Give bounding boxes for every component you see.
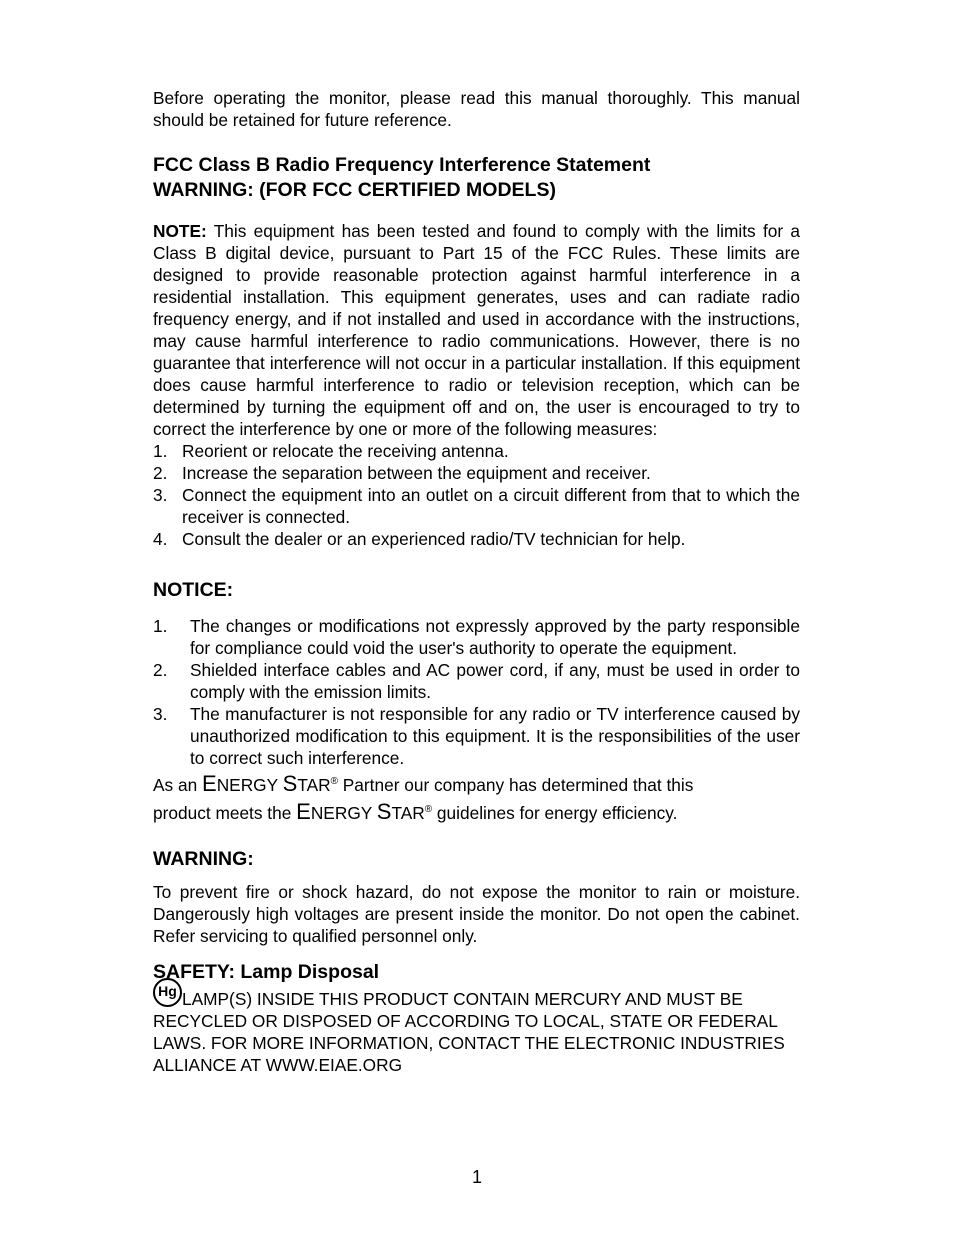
energy-line2-prefix: product meets the bbox=[153, 802, 297, 823]
intro-paragraph: Before operating the monitor, please read this manual thoroughly. This manual should be retained for future reference. bbox=[153, 88, 800, 130]
registered-mark: ® bbox=[330, 775, 338, 787]
page-number: 1 bbox=[471, 1167, 482, 1187]
fcc-measures-list bbox=[153, 440, 800, 550]
list-item bbox=[153, 659, 800, 703]
list-text: Reorient or relocate the receiving antenna. bbox=[182, 441, 509, 461]
energy-mid: Partner our company has determined that this bbox=[337, 774, 694, 795]
energy-star-line1 bbox=[153, 771, 800, 798]
list-item bbox=[153, 440, 800, 462]
energy-suffix: guidelines for energy efficiency. bbox=[432, 802, 678, 823]
energy-s: S bbox=[282, 770, 298, 796]
energy-tar: TAR bbox=[391, 802, 425, 823]
fcc-heading-line1: FCC Class B Radio Frequency Interference Statement bbox=[153, 154, 651, 176]
list-number: 1. bbox=[153, 615, 168, 636]
list-number: 3. bbox=[153, 485, 168, 505]
list-item bbox=[153, 703, 800, 769]
mercury-hg-icon: Hg bbox=[153, 978, 182, 1007]
lamp-disposal-text: LAMP(S) INSIDE THIS PRODUCT CONTAIN MERCURY AND MUST BE RECYCLED OR DISPOSED OF ACCORDING TO LOCAL, STATE OR FEDERAL LAWS. FOR MORE INFORMATION, CONTACT THE ELECTRONIC INDUSTRIES ALLIANCE AT WWW.EIAE.ORG bbox=[153, 988, 785, 1075]
energy-prefix: As an bbox=[153, 774, 202, 795]
energy-nergy: NERGY bbox=[310, 802, 377, 823]
energy-e: E bbox=[202, 770, 217, 796]
energy-star-line2 bbox=[153, 798, 800, 827]
energy-nergy: NERGY bbox=[216, 774, 283, 795]
fcc-note-paragraph bbox=[153, 220, 800, 440]
list-item bbox=[153, 528, 800, 550]
notice-heading: NOTICE: bbox=[153, 579, 234, 601]
fcc-heading-line2: WARNING: (FOR FCC CERTIFIED MODELS) bbox=[153, 178, 556, 201]
list-item bbox=[153, 615, 800, 659]
list-text: The changes or modifications not expressly approved by the party responsible for compliance could void the user's authority to operate the equipment. bbox=[190, 615, 800, 658]
list-text: Connect the equipment into an outlet on a circuit different from that to which the receiver is connected. bbox=[182, 485, 800, 527]
list-text: Increase the separation between the equipment and receiver. bbox=[182, 463, 651, 483]
list-number: 3. bbox=[153, 703, 168, 724]
energy-s: S bbox=[376, 798, 392, 824]
list-number: 2. bbox=[153, 463, 168, 483]
manual-page bbox=[153, 87, 800, 1076]
safety-heading: SAFETY: Lamp Disposal bbox=[153, 961, 380, 983]
lamp-disposal-paragraph bbox=[153, 982, 800, 1076]
energy-e: E bbox=[296, 798, 311, 824]
note-text: This equipment has been tested and found to comply with the limits for a Class B digital device, pursuant to Part 15 of the FCC Rules. These limits are designed to provide reasonable protection against harmful interference in a residential installation. This equipment generates, uses and can radiate radio frequency energy, and if not installed and used in accordance with the instructions, may cause harmful interference to radio communications. However, there is no guarantee that interference will not occur in a particular installation. If this equipment does cause harmful interference to radio or television reception, which can be determined by turning the equipment off and on, the user is encouraged to try to correct the interference by one or more of the following measures: bbox=[153, 221, 800, 439]
list-text: Shielded interface cables and AC power cord, if any, must be used in order to comply with the emission limits. bbox=[190, 659, 800, 702]
warning-heading: WARNING: bbox=[153, 847, 254, 870]
list-item bbox=[153, 484, 800, 528]
list-item bbox=[153, 462, 800, 484]
list-text: The manufacturer is not responsible for any radio or TV interference caused by unauthorized modification to this equipment. It is the responsibilities of the user to correct such interference. bbox=[190, 703, 800, 768]
list-number: 2. bbox=[153, 659, 168, 680]
notice-list bbox=[153, 615, 800, 769]
list-number: 1. bbox=[153, 441, 168, 461]
registered-mark: ® bbox=[424, 803, 433, 815]
note-label: NOTE: bbox=[153, 221, 207, 241]
warning-paragraph: To prevent fire or shock hazard, do not expose the monitor to rain or moisture. Dangerously high voltages are present inside the monitor. Do not open the cabinet. Refer servicing to qualified personnel only. bbox=[153, 882, 800, 946]
list-text: Consult the dealer or an experienced radio/TV technician for help. bbox=[182, 529, 686, 549]
list-number: 4. bbox=[153, 529, 168, 549]
energy-tar: TAR bbox=[297, 774, 331, 795]
